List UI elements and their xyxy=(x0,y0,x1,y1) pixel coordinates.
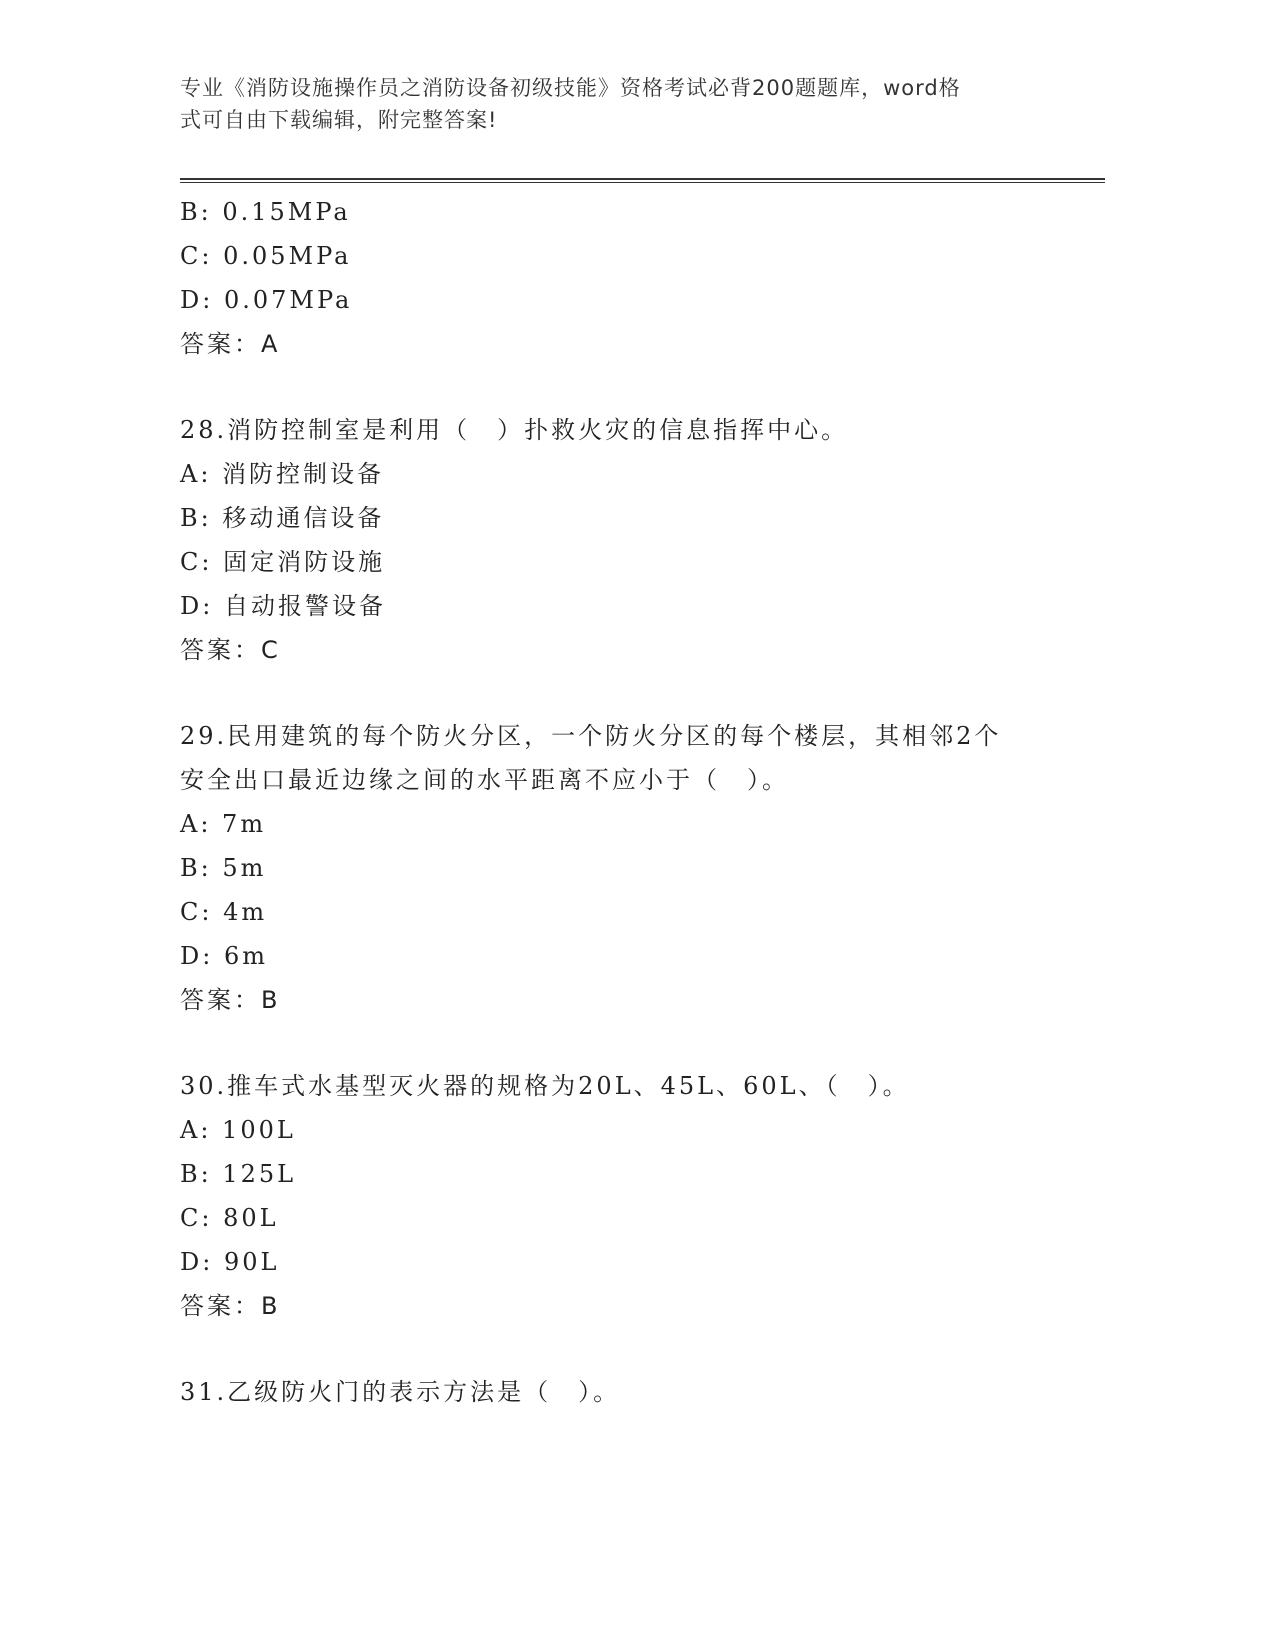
header-divider-thick xyxy=(180,178,1105,180)
question-stem: 31.乙级防火门的表示方法是（ ）。 xyxy=(180,1378,621,1406)
option-d: D: 90L xyxy=(180,1248,280,1276)
option-c: C: 0.05MPa xyxy=(180,242,352,270)
option-b: B: 125L xyxy=(180,1160,297,1188)
header-divider-thin xyxy=(180,182,1105,183)
question-31 xyxy=(180,1370,1105,1414)
option-b: B: 移动通信设备 xyxy=(180,504,385,532)
option-a: A: 100L xyxy=(180,1116,296,1144)
option-d: D: 0.07MPa xyxy=(180,286,353,314)
option-d: D: 自动报警设备 xyxy=(180,592,386,620)
option-c: C: 固定消防设施 xyxy=(180,548,386,576)
question-stem: 30.推车式水基型灭火器的规格为20L、45L、60L、（ ）。 xyxy=(180,1072,910,1100)
question-stem-line-1: 29.民用建筑的每个防火分区，一个防火分区的每个楼层，其相邻2个 xyxy=(180,722,1002,750)
answer-line: 答案：A xyxy=(180,330,281,358)
header-line-2: 式可自由下载编辑，附完整答案! xyxy=(180,108,498,132)
option-c: C: 4m xyxy=(180,898,268,926)
option-b: B: 0.15MPa xyxy=(180,198,351,226)
answer-line: 答案：C xyxy=(180,636,281,664)
question-28 xyxy=(180,408,1105,672)
question-stem-line-2: 安全出口最近边缘之间的水平距离不应小于（ ）。 xyxy=(180,766,789,794)
question-30 xyxy=(180,1064,1105,1328)
option-a: A: 7m xyxy=(180,810,267,838)
answer-line: 答案：B xyxy=(180,1292,281,1320)
answer-line: 答案：B xyxy=(180,986,281,1014)
question-stem: 28.消防控制室是利用（ ）扑救火灾的信息指挥中心。 xyxy=(180,416,849,444)
question-29 xyxy=(180,714,1105,1022)
document-header xyxy=(180,72,1040,136)
option-d: D: 6m xyxy=(180,942,268,970)
option-b: B: 5m xyxy=(180,854,267,882)
question-27-tail xyxy=(180,190,1105,366)
document-body xyxy=(180,190,1105,1414)
option-c: C: 80L xyxy=(180,1204,279,1232)
header-line-1: 专业《消防设施操作员之消防设备初级技能》资格考试必背200题题库，word格 xyxy=(180,76,961,100)
option-a: A: 消防控制设备 xyxy=(180,460,385,488)
